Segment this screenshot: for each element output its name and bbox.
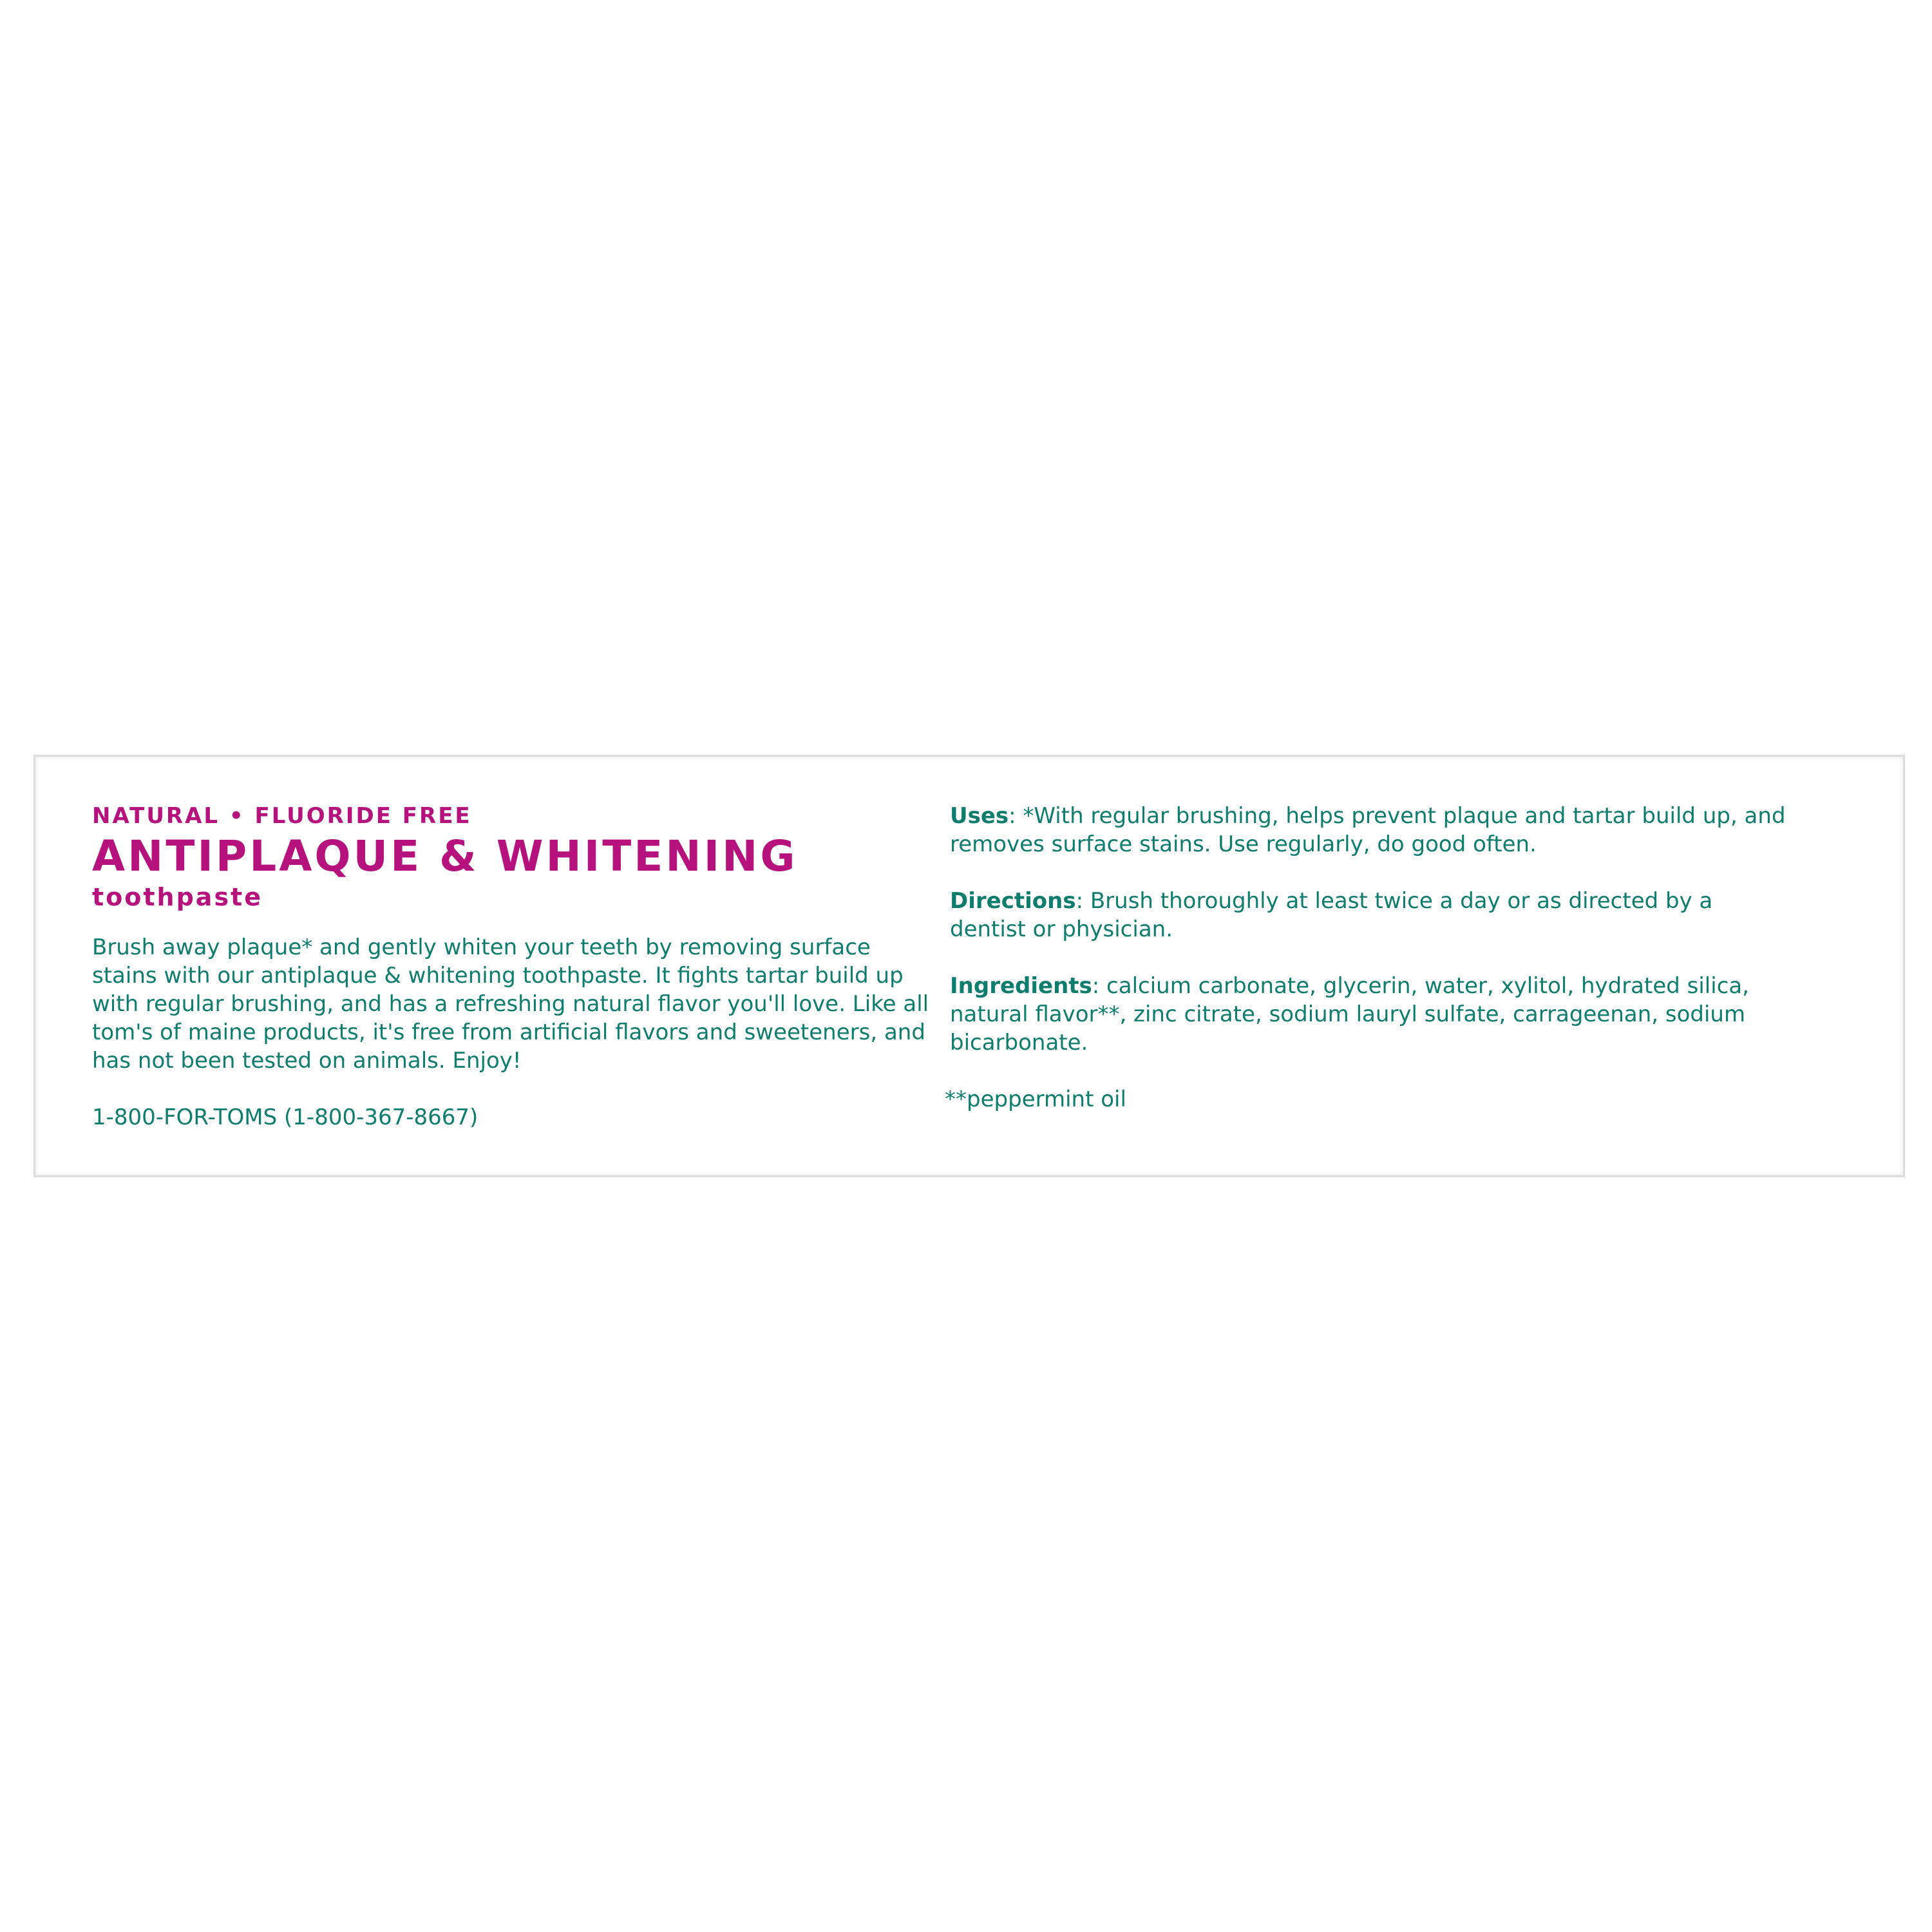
directions-text: : Brush thoroughly at least twice a day or as directed by a dentist or physician.	[950, 888, 1713, 942]
product-type: toothpaste	[92, 883, 263, 911]
ingredients-text: : calcium carbonate, glycerin, water, xylitol, hydrated silica, natural flavor**, zinc citrate, sodium lauryl sulfate, carrageenan, sodium bicarbonate.	[950, 973, 1750, 1056]
ingredients-section	[950, 972, 1787, 1057]
label-panel	[33, 755, 1905, 1177]
product-claims: NATURAL • FLUORIDE FREE	[92, 803, 472, 829]
product-description-column	[92, 802, 942, 1132]
uses-label: Uses	[950, 803, 1009, 829]
product-description: Brush away plaque* and gently whiten your teeth by removing surface stains with our antiplaque & whitening toothpaste. It fights tartar build up with regular brushing, and has a refreshing natural flavor you'll love. Like all tom's of maine products, it's free from artificial flavors and sweeteners, and has not been tested on animals. Enjoy!	[92, 934, 929, 1074]
uses-text: : *With regular brushing, helps prevent plaque and tartar build up, and removes surface stains. Use regularly, do good often.	[950, 803, 1786, 857]
product-title: ANTIPLAQUE & WHITENING	[92, 831, 798, 881]
uses-section	[950, 802, 1787, 858]
ingredients-label: Ingredients	[950, 973, 1092, 999]
phone-number: 1-800-FOR-TOMS (1-800-367-8667)	[92, 1104, 478, 1130]
directions-section	[950, 887, 1787, 943]
ingredients-footnote: **peppermint oil	[945, 1086, 1126, 1112]
directions-label: Directions	[950, 888, 1076, 914]
drug-facts-column	[945, 802, 1787, 1113]
